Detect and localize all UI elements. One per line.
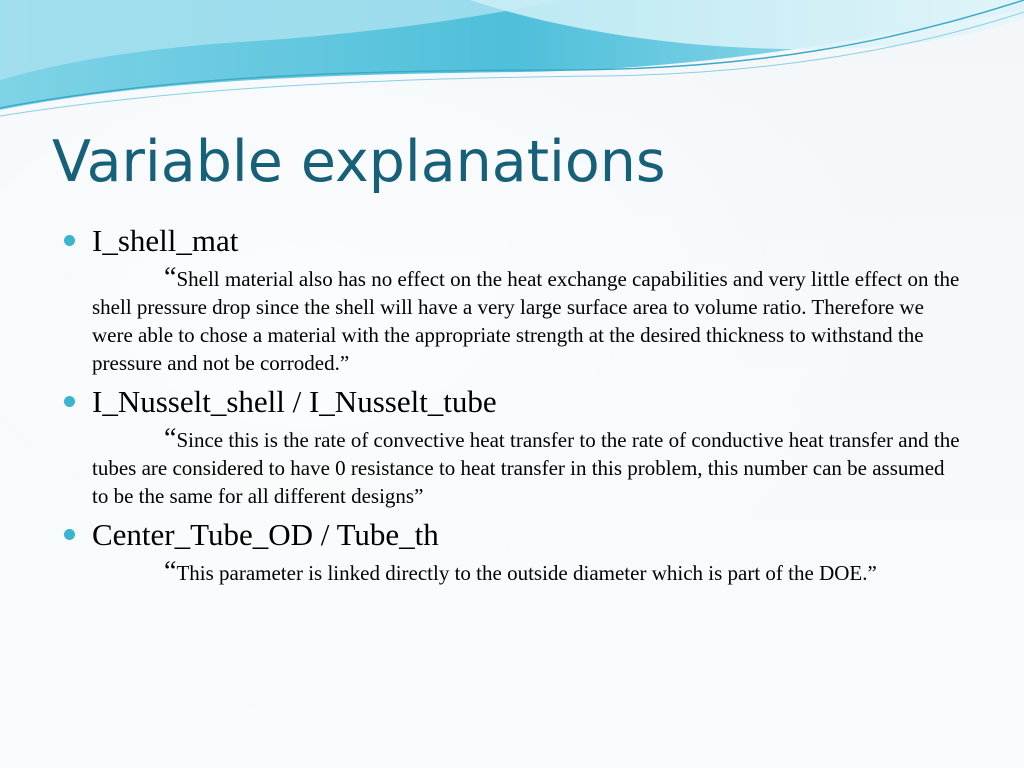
quote-text: Since this is the rate of convective heat transfer to the rate of conductive heat transfer and the tubes are considered to have 0 resistance to heat transfer in this problem, this number can be assumed to be the same for all different designs”: [92, 428, 960, 508]
open-quote-mark: “: [164, 423, 177, 454]
item-quote: [92, 558, 964, 587]
list-item-nusselt: [64, 383, 964, 510]
open-quote-mark: “: [164, 556, 177, 587]
list-item-center-tube: [64, 516, 964, 587]
bullet-list: [64, 222, 964, 593]
item-heading: I_Nusselt_shell / I_Nusselt_tube: [92, 384, 497, 419]
wave-decoration: [0, 0, 1024, 130]
item-quote: [92, 264, 964, 377]
item-quote: [92, 425, 964, 510]
item-heading: Center_Tube_OD / Tube_th: [92, 517, 439, 552]
bullet-dot-icon: [64, 235, 75, 246]
bullet-dot-icon: [64, 529, 75, 540]
open-quote-mark: “: [164, 262, 177, 293]
list-item-shell-mat: [64, 222, 964, 377]
quote-text: This parameter is linked directly to the outside diameter which is part of the DOE.”: [176, 561, 877, 585]
bullet-dot-icon: [64, 396, 75, 407]
item-heading: I_shell_mat: [92, 223, 239, 258]
slide-title: Variable explanations: [52, 129, 666, 195]
quote-text: Shell material also has no effect on the heat exchange capabilities and very little effect on the shell pressure drop since the shell will have a very large surface area to volume ratio. Therefore we were able to chose a material with the appropriate strength at the desired thickness to withstand the pressure and not be corroded.”: [92, 267, 960, 375]
